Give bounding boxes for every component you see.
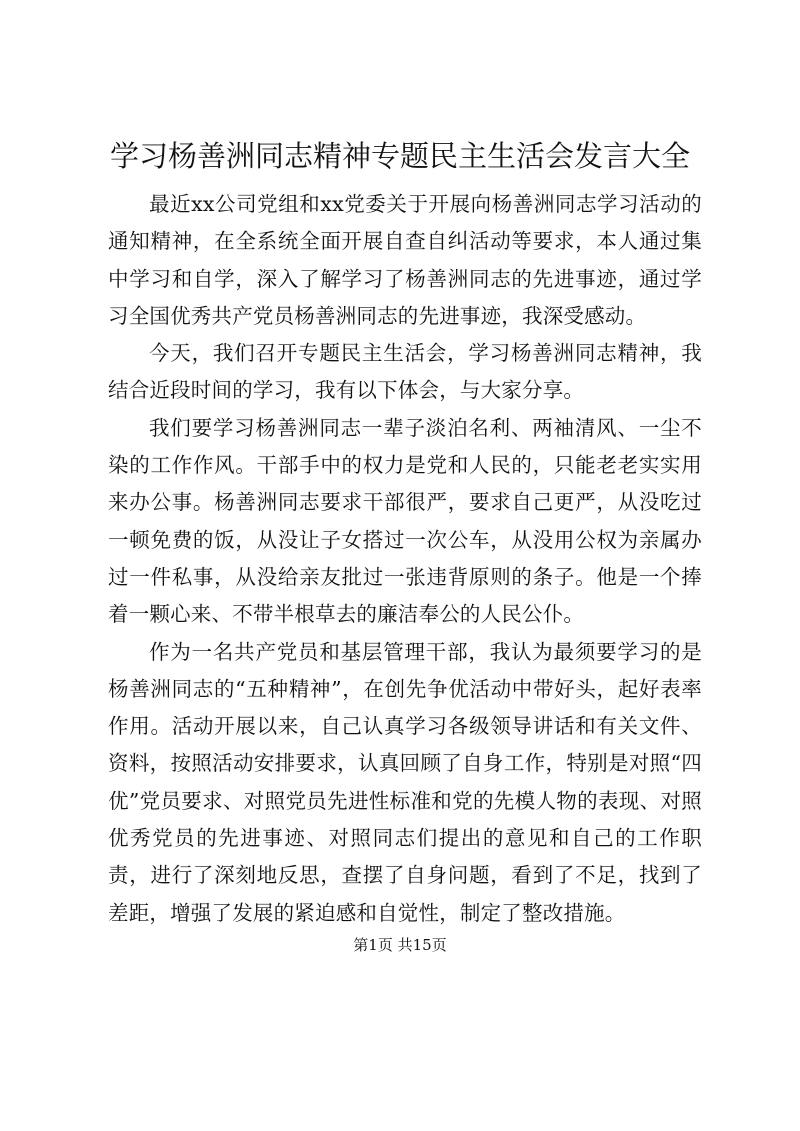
document-body bbox=[108, 186, 702, 932]
page-number-footer: 第1页 共15页 bbox=[353, 936, 447, 954]
document-title: 学习杨善洲同志精神专题民主生活会发言大全 bbox=[109, 139, 690, 173]
paragraph-3: 我们要学习杨善洲同志一辈子淡泊名利、两袖清风、一尘不染的工作作风。干部手中的权力是党和人民的，只能老老实实用来办公事。杨善洲同志要求干部很严，要求自己更严，从没吃过一顿免费的饭，从没让子女搭过一次公车，从没用公权为亲属办过一件私事，从没给亲友批过一张违背原则的条子。他是一个捧着一颗心来、不带半根草去的廉洁奉公的人民公仆。 bbox=[108, 415, 702, 627]
paragraph-1: 最近xx公司党组和xx党委关于开展向杨善洲同志学习活动的通知精神，在全系统全面开展自查自纠活动等要求，本人通过集中学习和自学，深入了解学习了杨善洲同志的先进事迹，通过学习全国优秀共产党员杨善洲同志的先进事迹，我深受感动。 bbox=[108, 192, 702, 328]
paragraph-4: 作为一名共产党员和基层管理干部，我认为最须要学习的是杨善洲同志的“五种精神”，在创先争优活动中带好头，起好表率作用。活动开展以来，自己认真学习各级领导讲话和有关文件、资料，按照活动安排要求，认真回顾了自身工作，特别是对照“四优”党员要求、对照党员先进性标准和党的先模人物的表现、对照优秀党员的先进事迹、对照同志们提出的意见和自己的工作职责，进行了深刻地反思，查摆了自身问题，看到了不足，找到了差距，增强了发展的紧迫感和自觉性，制定了整改措施。 bbox=[108, 639, 702, 925]
paragraph-2: 今天，我们召开专题民主生活会，学习杨善洲同志精神，我结合近段时间的学习，我有以下体会，与大家分享。 bbox=[108, 341, 702, 403]
